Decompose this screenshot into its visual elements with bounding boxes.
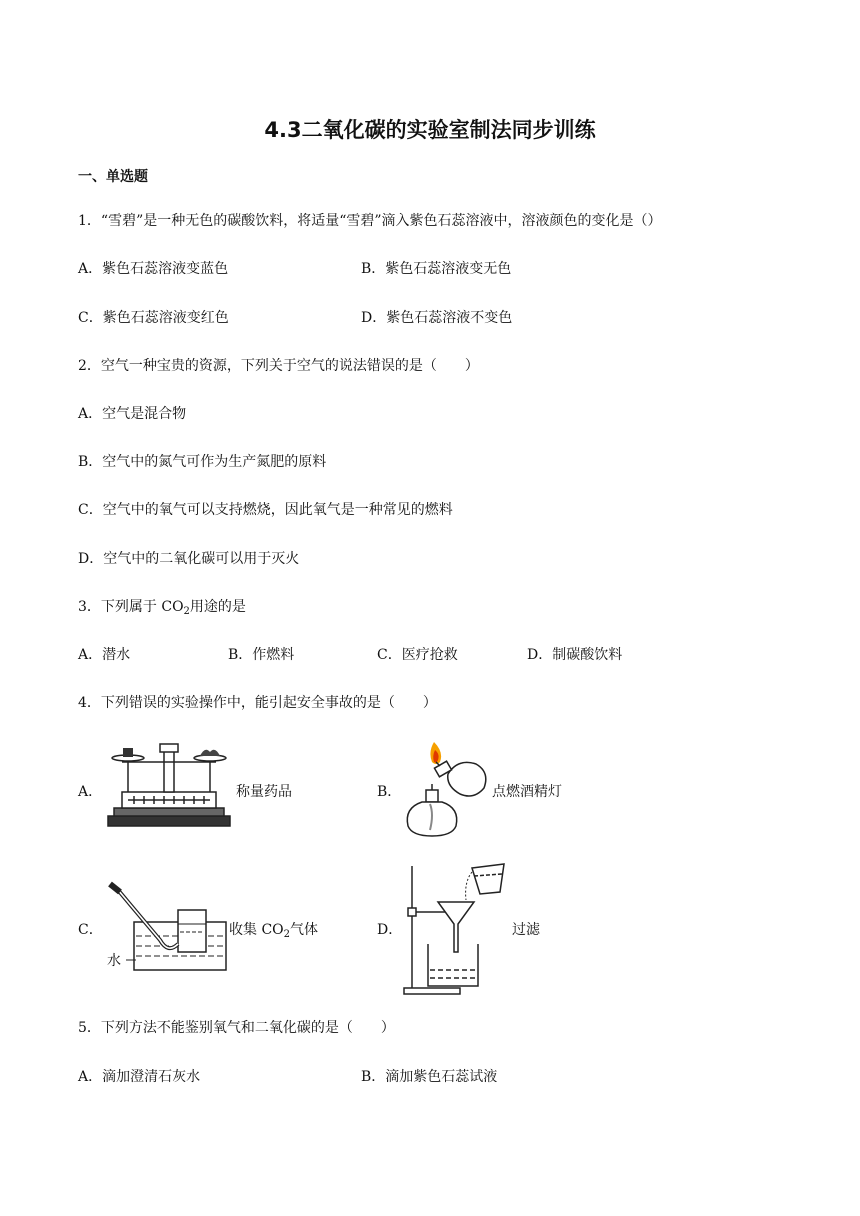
question-3-stem-pre: 3．下列属于 CO: [78, 599, 184, 615]
question-4-option-c-caption-sub: 2: [283, 929, 291, 940]
question-1-option-d: D．紫色石蕊溶液不变色: [361, 310, 513, 326]
question-3-option-b: B．作燃料: [228, 647, 295, 663]
question-2-option-a: A．空气是混合物: [78, 406, 187, 422]
question-1-option-a: A．紫色石蕊溶液变蓝色: [78, 261, 229, 277]
question-1-option-b: B．紫色石蕊溶液变无色: [361, 261, 512, 277]
question-3-stem-post: 用途的是: [189, 599, 246, 615]
section-heading: 一、单选题: [78, 169, 148, 185]
question-2-option-b: B．空气中的氮气可作为生产氮肥的原料: [78, 454, 327, 470]
question-3-stem-sub: 2: [183, 606, 190, 617]
question-4-option-b-caption: 点燃酒精灯: [492, 784, 562, 800]
question-4-option-d-caption: 过滤: [512, 922, 540, 938]
question-2-option-d: D．空气中的二氧化碳可以用于灭火: [78, 551, 300, 567]
question-3-option-d: D．制碳酸饮料: [527, 647, 623, 663]
question-5-option-b: B．滴加紫色石蕊试液: [361, 1069, 498, 1085]
question-5-stem: 5．下列方法不能鉴别氧气和二氧化碳的是（ ）: [78, 1020, 395, 1036]
question-4-stem: 4．下列错误的实验操作中，能引起安全事故的是（ ）: [78, 695, 437, 711]
alcohol-lamp-figure: [400, 740, 492, 838]
gas-collection-figure: [106, 880, 230, 976]
balance-scale-figure: [104, 740, 234, 832]
question-4-option-d-letter: D．: [377, 922, 403, 938]
question-2-option-c: C．空气中的氧气可以支持燃烧，因此氧气是一种常见的燃料: [78, 502, 453, 518]
question-3-option-a: A．潜水: [78, 647, 131, 663]
question-4-option-a-caption: 称量药品: [236, 784, 292, 800]
page-title: 4.3二氧化碳的实验室制法同步训练: [264, 118, 596, 142]
question-2-stem: 2．空气一种宝贵的资源，下列关于空气的说法错误的是（ ）: [78, 358, 479, 374]
question-4-option-a-letter: A．: [78, 784, 103, 800]
filtration-figure: [402, 862, 512, 998]
question-4-option-c-letter: C．: [78, 922, 103, 938]
question-5-option-a: A．滴加澄清石灰水: [78, 1069, 201, 1085]
question-1-stem: 1．“雪碧”是一种无色的碳酸饮料，将适量“雪碧”滴入紫色石蕊溶液中，溶液颜色的变化是（）: [78, 213, 662, 229]
question-4-option-b-letter: B．: [377, 784, 402, 800]
question-4-option-c-caption-pre: 收集 CO: [229, 922, 284, 938]
question-3-option-c: C．医疗抢救: [377, 647, 458, 663]
question-4-option-c-caption-post: 气体: [290, 922, 319, 938]
question-3-stem: [78, 597, 246, 617]
water-label: 水: [107, 953, 121, 969]
question-1-option-c: C．紫色石蕊溶液变红色: [78, 310, 229, 326]
question-4-option-c-caption: [229, 920, 318, 940]
